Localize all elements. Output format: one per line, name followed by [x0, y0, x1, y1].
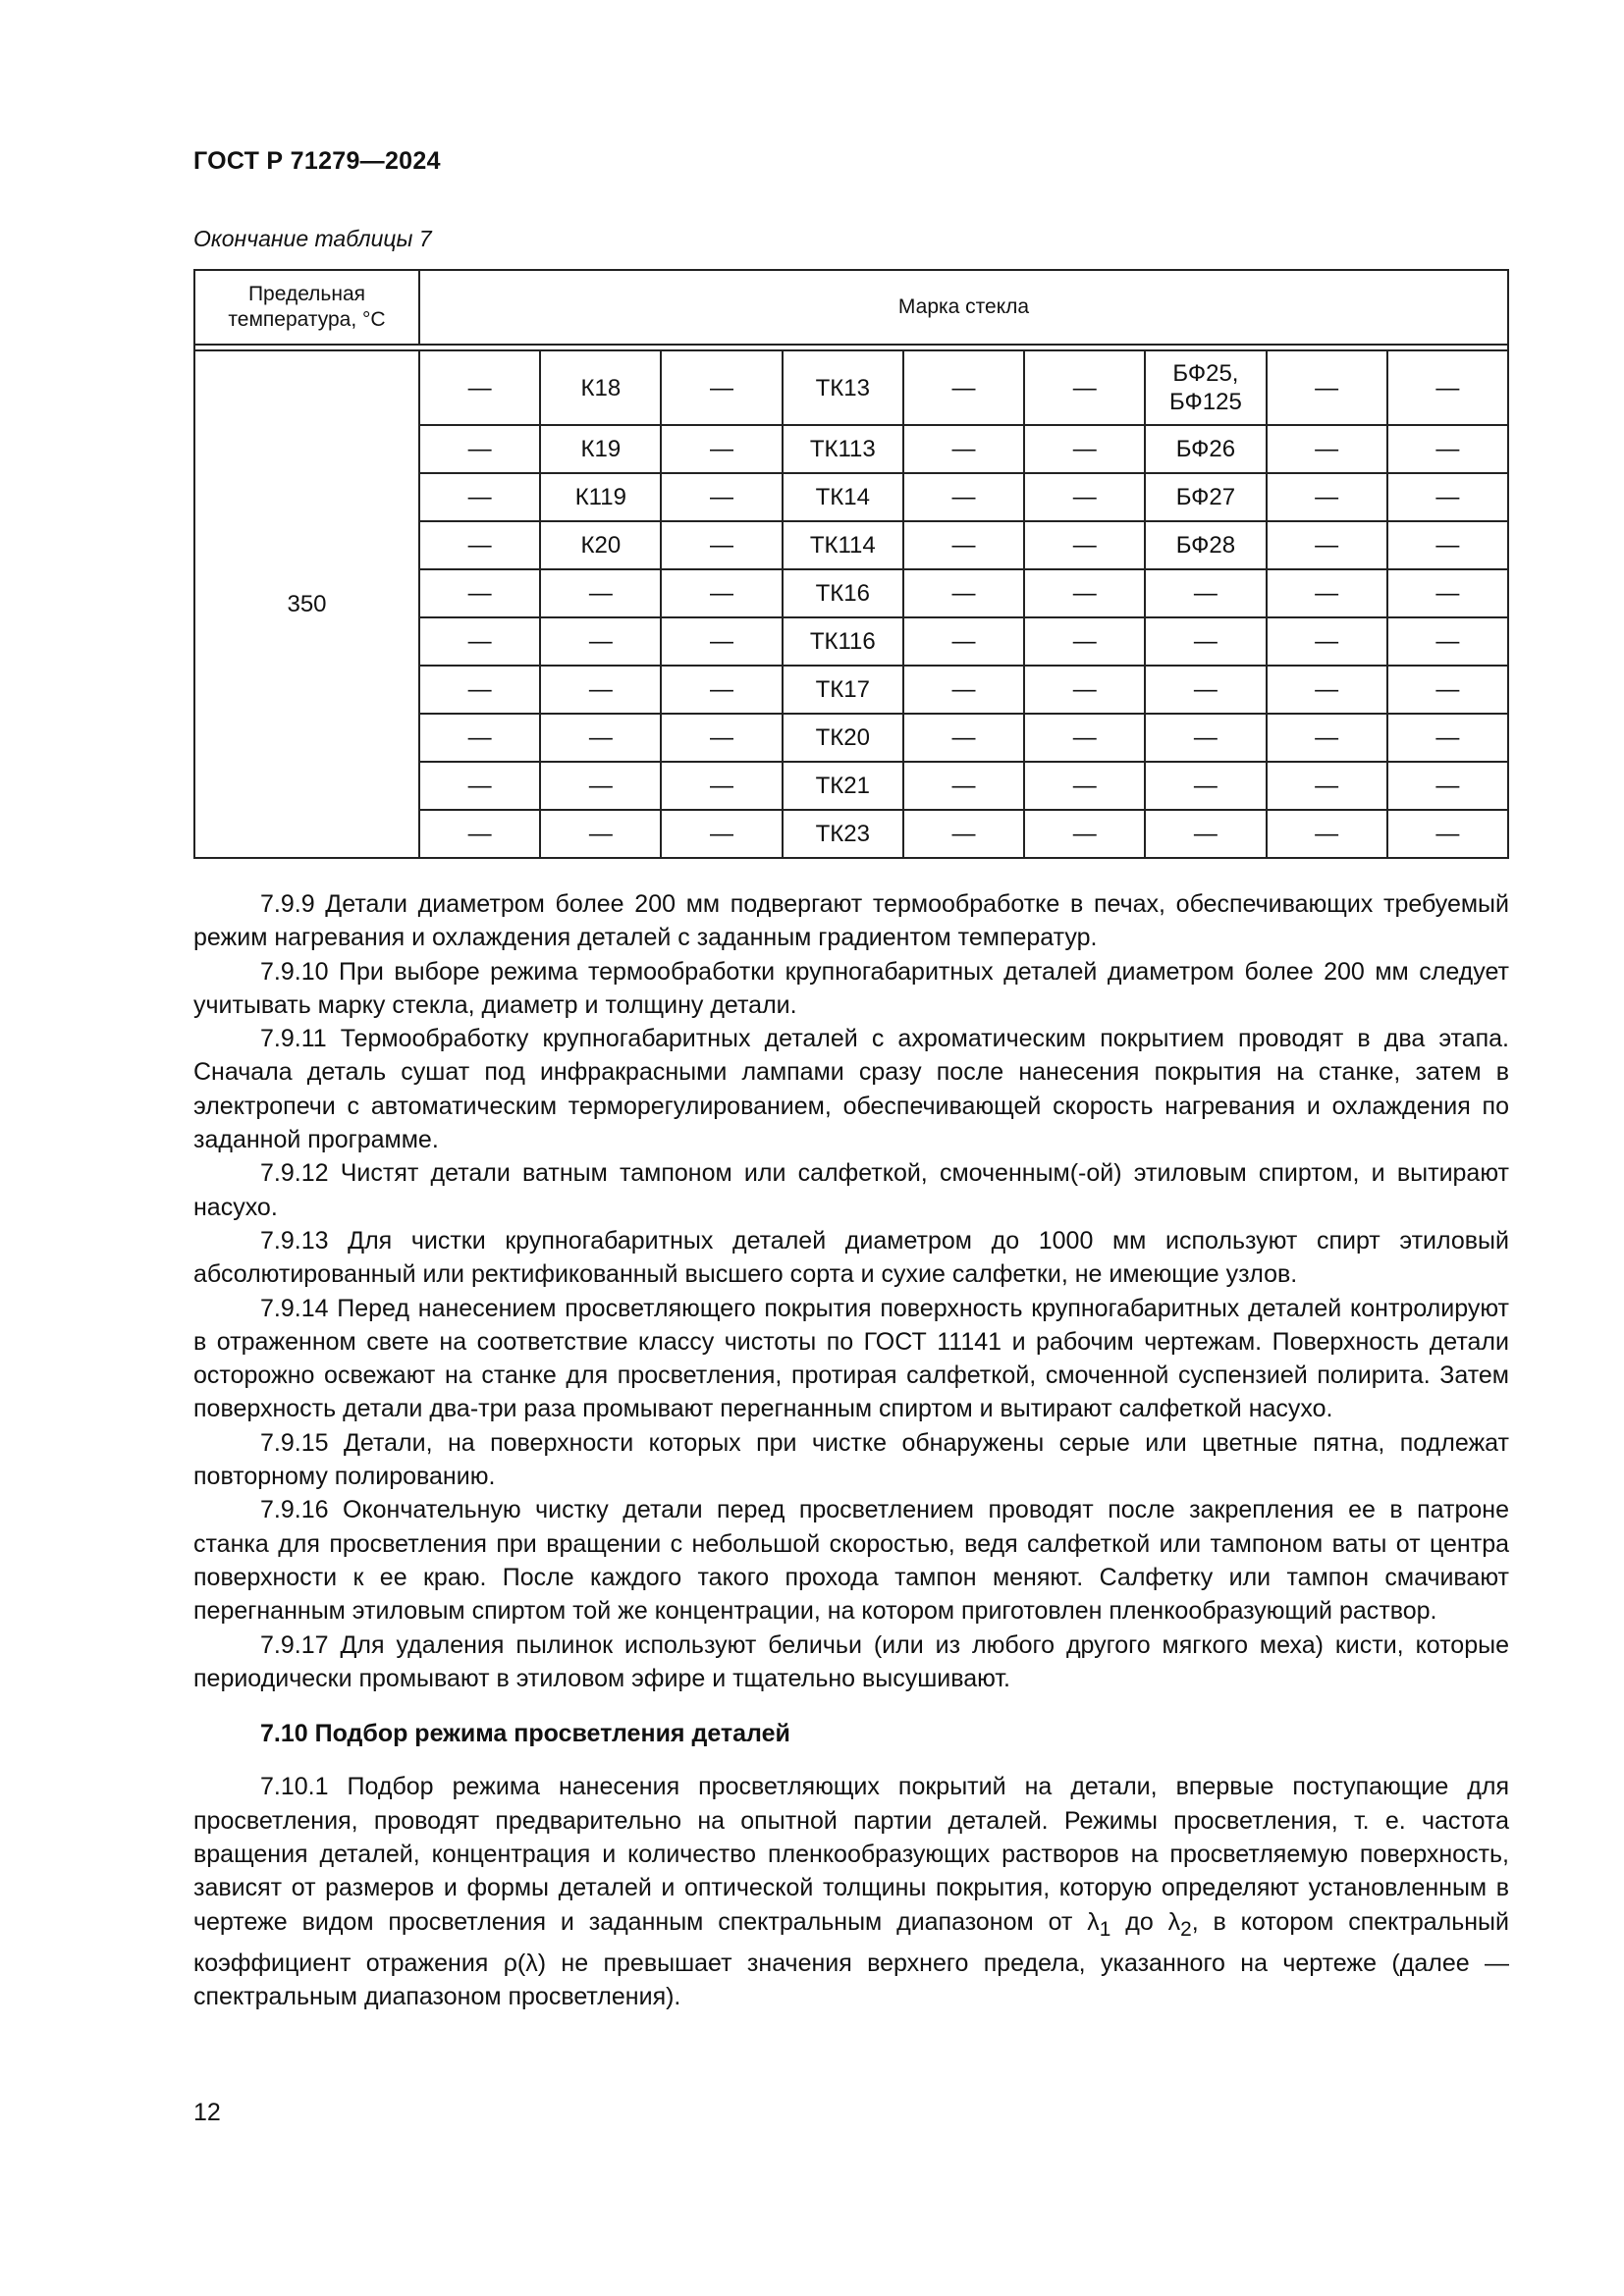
- table-cell: —: [540, 714, 661, 762]
- table-cell: —: [419, 714, 540, 762]
- table-cell: —: [1024, 810, 1145, 858]
- lambda-subscript-1: 1: [1099, 1917, 1111, 1941]
- table-cell: —: [1267, 350, 1387, 425]
- table-cell: —: [1387, 810, 1508, 858]
- table-cell: БФ25, БФ125: [1145, 350, 1266, 425]
- table-cell: —: [903, 714, 1024, 762]
- table-body: [194, 350, 1508, 858]
- table-cell: —: [661, 666, 782, 714]
- table-cell: —: [661, 425, 782, 473]
- table-cell: ТК21: [783, 762, 903, 810]
- table-cell: ТК14: [783, 473, 903, 521]
- table-cell: —: [1267, 521, 1387, 569]
- table-cell: —: [419, 762, 540, 810]
- body-text: [193, 887, 1509, 2014]
- table-cell: —: [1387, 350, 1508, 425]
- table-cell: —: [1387, 521, 1508, 569]
- table-cell: —: [419, 425, 540, 473]
- table-cell: —: [1145, 714, 1266, 762]
- table-cell: —: [1024, 762, 1145, 810]
- table-cell: БФ26: [1145, 425, 1266, 473]
- table-cell: —: [1145, 762, 1266, 810]
- table-cell: —: [903, 425, 1024, 473]
- table-cell: —: [419, 521, 540, 569]
- table-cell: —: [1267, 714, 1387, 762]
- table-cell: —: [903, 810, 1024, 858]
- paragraph-7-9-12: 7.9.12 Чистят детали ватным тампоном или салфеткой, смоченным(-ой) этиловым спиртом, и вытирают насухо.: [193, 1159, 1509, 1221]
- table-cell: ТК113: [783, 425, 903, 473]
- table-cell: —: [1267, 473, 1387, 521]
- table-cell: —: [661, 521, 782, 569]
- table-cell: —: [661, 714, 782, 762]
- table-cell: —: [1024, 666, 1145, 714]
- paragraph-7-9-10: 7.9.10 При выборе режима термообработки крупногабаритных деталей диаметром более 200 мм следует учитывать марку стекла, диаметр и толщину детали.: [193, 957, 1509, 1019]
- paragraph-7-9-13: 7.9.13 Для чистки крупногабаритных деталей диаметром до 1000 мм используют спирт этиловый абсолютированный или ректификованный высшего сорта и сухие салфетки, не имеющие узлов.: [193, 1226, 1509, 1289]
- paragraph-7-9-15: 7.9.15 Детали, на поверхности которых при чистке обнаружены серые или цветные пятна, подлежат повторному полированию.: [193, 1428, 1509, 1491]
- table-cell: —: [1267, 762, 1387, 810]
- table-cell: —: [419, 810, 540, 858]
- temperature-column-header: Предельная температура, °С: [194, 270, 419, 345]
- table-cell: —: [419, 617, 540, 666]
- paragraph-7-10-1-part-c: , в котором спектральный коэффициент отражения ρ(λ) не превышает значения верхнего предела, указанного на чертеже (далее — спектральным диапазоном просветления).: [193, 1907, 1509, 2011]
- table-cell: К20: [540, 521, 661, 569]
- table-cell: К119: [540, 473, 661, 521]
- table-cell: ТК16: [783, 569, 903, 617]
- table-cell: —: [540, 666, 661, 714]
- page-number: 12: [193, 2099, 221, 2126]
- table-cell: —: [903, 762, 1024, 810]
- table-cell: —: [540, 617, 661, 666]
- table-cell: —: [1024, 521, 1145, 569]
- paragraph-7-9-17: 7.9.17 Для удаления пылинок используют беличьи (или из любого другого мягкого меха) кисти, которые периодически промывают в этиловом эфире и тщательно высушивают.: [193, 1630, 1509, 1692]
- lambda-subscript-2: 2: [1180, 1917, 1192, 1941]
- table-cell: —: [1145, 810, 1266, 858]
- table-cell: —: [1024, 714, 1145, 762]
- table-cell: —: [419, 666, 540, 714]
- section-heading-7-10: 7.10 Подбор режима просветления деталей: [260, 1720, 790, 1748]
- table-cell: —: [903, 666, 1024, 714]
- table-cell: ТК116: [783, 617, 903, 666]
- table-cell: —: [903, 617, 1024, 666]
- table-cell: —: [1267, 617, 1387, 666]
- table-cell: —: [1387, 569, 1508, 617]
- table-cell: —: [661, 617, 782, 666]
- table-cell: —: [1024, 569, 1145, 617]
- table-cell: —: [1267, 810, 1387, 858]
- paragraph-7-9-11: 7.9.11 Термообработку крупногабаритных деталей с ахроматическим покрытием проводят в два этапа. Сначала деталь сушат под инфракрасными лампами сразу после нанесения покрытия на станке, затем в электропечи с автоматическим терморегулированием, обеспечивающей скорость нагревания и охлаждения по заданной программе.: [193, 1025, 1509, 1154]
- table-cell: —: [1387, 617, 1508, 666]
- table-cell: —: [903, 473, 1024, 521]
- table-cell: К18: [540, 350, 661, 425]
- table-cell: —: [1024, 617, 1145, 666]
- table-row: [194, 350, 1508, 425]
- table-cell: ТК13: [783, 350, 903, 425]
- table-cell: —: [1387, 714, 1508, 762]
- table-cell: —: [661, 810, 782, 858]
- table-cell: ТК114: [783, 521, 903, 569]
- table-cell: —: [903, 569, 1024, 617]
- table-cell: К19: [540, 425, 661, 473]
- table-cell: —: [1387, 425, 1508, 473]
- table-cell: —: [1267, 569, 1387, 617]
- table-cell: —: [661, 350, 782, 425]
- table-cell: ТК17: [783, 666, 903, 714]
- table-cell: —: [661, 473, 782, 521]
- table-cell: —: [540, 810, 661, 858]
- table-cell: ТК20: [783, 714, 903, 762]
- table-cell: ТК23: [783, 810, 903, 858]
- table-cell: —: [1387, 666, 1508, 714]
- paragraph-7-10-1-part-a: 7.10.1 Подбор режима нанесения просветляющих покрытий на детали, впервые поступающие для просветления, проводят предварительно на опытной партии деталей. Режимы просветления, т. е. частота вращения деталей, концентрация и количество пленкообразующих растворов на просветляемую поверхность, зависят от размеров и формы деталей и оптической толщины покрытия, которую определяют установленным в чертеже видом просветления и заданным спектральным диапазоном от λ: [193, 1773, 1509, 1936]
- table-cell: —: [419, 569, 540, 617]
- table-cell: —: [903, 521, 1024, 569]
- table-cell: —: [1267, 425, 1387, 473]
- table-cell: —: [540, 569, 661, 617]
- table-cell: —: [419, 473, 540, 521]
- table-cell: —: [1145, 617, 1266, 666]
- table-cell: —: [1024, 350, 1145, 425]
- table-cell: —: [903, 350, 1024, 425]
- table-cell: —: [661, 569, 782, 617]
- table-cell: —: [661, 762, 782, 810]
- table-cell: БФ28: [1145, 521, 1266, 569]
- table-cell: БФ27: [1145, 473, 1266, 521]
- document-code-header: ГОСТ Р 71279—2024: [193, 147, 441, 175]
- table-cell: —: [419, 350, 540, 425]
- table-caption: Окончание таблицы 7: [193, 226, 432, 251]
- paragraph-7-9-16: 7.9.16 Окончательную чистку детали перед просветлением проводят после закрепления ее в патроне станка для просветления при вращении с небольшой скоростью, ведя салфеткой или тампоном ваты от центра поверхности к ее краю. После каждого такого прохода тампон меняют. Салфетку или тампон смачивают перегнанным этиловым спиртом той же концентрации, на котором приготовлен пленкообразующий раствор.: [193, 1496, 1509, 1626]
- table-cell: —: [1145, 666, 1266, 714]
- table-cell: —: [540, 762, 661, 810]
- table-cell: —: [1387, 762, 1508, 810]
- paragraph-7-9-14: 7.9.14 Перед нанесением просветляющего покрытия поверхность крупногабаритных деталей контролируют в отраженном свете на соответствие классу чистоты по ГОСТ 11141 и рабочим чертежам. Поверхность детали осторожно освежают на станке для просветления, протирая салфеткой, смоченной суспензией полирита. Затем поверхность детали два-три раза промывают перегнанным спиртом и вытирают салфеткой насухо.: [193, 1294, 1509, 1423]
- table-cell: —: [1267, 666, 1387, 714]
- paragraph-7-10-1-part-b: до λ: [1110, 1907, 1181, 1936]
- paragraph-7-10-1: [193, 1770, 1509, 2013]
- glass-grade-table: [193, 269, 1509, 859]
- glass-grade-column-header: Марка стекла: [419, 270, 1508, 345]
- temperature-cell: 350: [194, 350, 419, 858]
- paragraph-7-9-9: 7.9.9 Детали диаметром более 200 мм подвергают термообработке в печах, обеспечивающих требуемый режим нагревания и охлаждения деталей с заданным градиентом температур.: [193, 890, 1509, 952]
- table-cell: —: [1024, 425, 1145, 473]
- table-cell: —: [1145, 569, 1266, 617]
- table-cell: —: [1024, 473, 1145, 521]
- table-cell: —: [1387, 473, 1508, 521]
